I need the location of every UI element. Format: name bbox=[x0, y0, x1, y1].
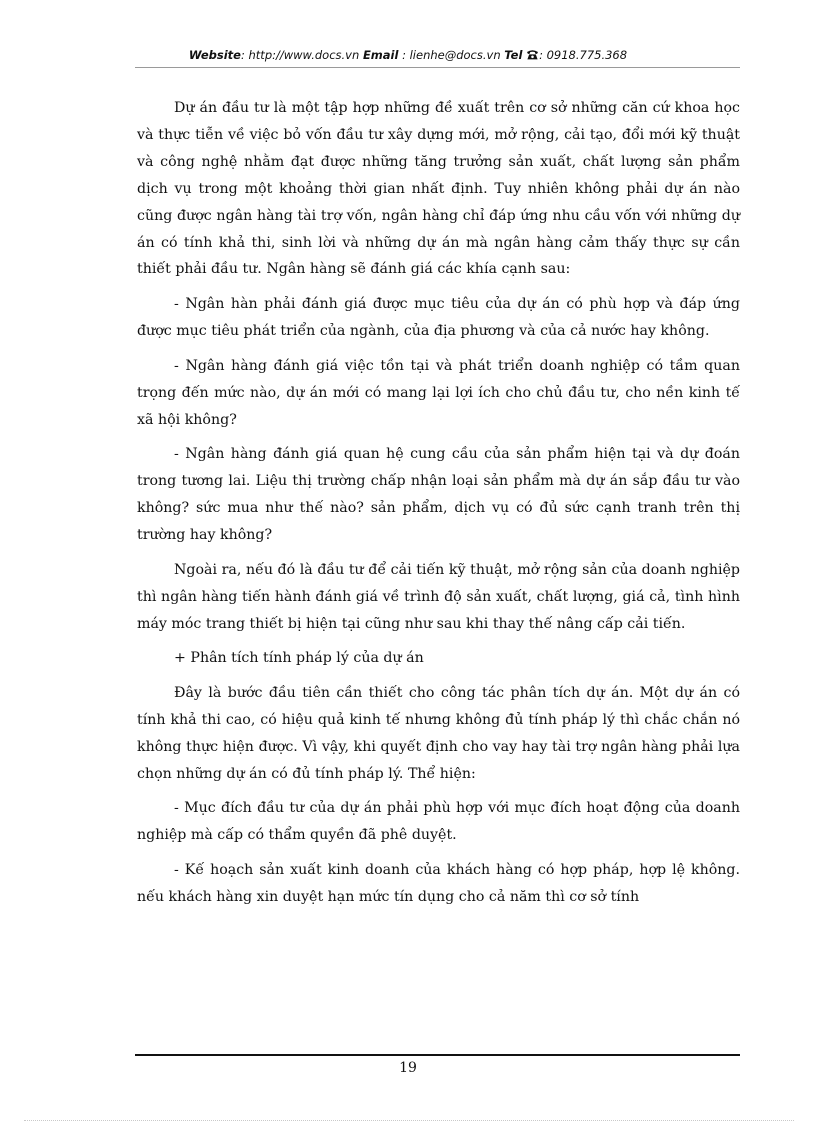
paragraph: - Kế hoạch sản xuất kinh doanh của khách hàng có hợp pháp, hợp lệ không. nếu khách hàng xin duyệt hạn mức tín dụng cho cả năm thì cơ sở tính bbox=[137, 861, 740, 905]
tel-value: : 0918.775.368 bbox=[539, 48, 628, 62]
page-boundary bbox=[24, 1120, 794, 1121]
section-heading: + Phân tích tính pháp lý của dự án bbox=[174, 650, 424, 667]
paragraph: - Mục đích đầu tư của dự án phải phù hợp với mục đích hoạt động của doanh nghiệp mà cấp có thẩm quyền đã phê duyệt. bbox=[137, 800, 740, 844]
paragraph: - Ngân hàn phải đánh giá được mục tiêu của dự án có phù hợp và đáp ứng được mục tiêu phát triển của ngành, của địa phương và của cả nước hay không. bbox=[137, 296, 740, 340]
paragraph: Ngoài ra, nếu đó là đầu tư để cải tiến kỹ thuật, mở rộng sản của doanh nghiệp thì ngân hàng tiến hành đánh giá về trình độ sản xuất, chất lượng, giá cả, tình hình máy móc trang thiết bị hiện tại cũng như sau khi thay thế nâng cấp cải tiến. bbox=[137, 561, 740, 632]
email-label: Email bbox=[362, 48, 399, 62]
footer-divider bbox=[135, 1054, 740, 1056]
tel-label: Tel bbox=[504, 48, 523, 62]
paragraph: - Ngân hàng đánh giá việc tồn tại và phát triển doanh nghiệp có tầm quan trọng đến mức nào, dự án mới có mang lại lợi ích cho chủ đầu tư, cho nền kinh tế xã hội không? bbox=[137, 357, 740, 428]
phone-icon bbox=[526, 49, 539, 60]
header-divider bbox=[135, 67, 740, 68]
website-label: Website bbox=[188, 48, 241, 62]
page-number: 19 bbox=[399, 1060, 417, 1076]
paragraph: - Ngân hàng đánh giá quan hệ cung cầu của sản phẩm hiện tại và dự đoán trong tương lai. Liệu thị trường chấp nhận loại sản phẩm mà dự án sắp đầu tư vào không? sức mua như thế nào? sản phẩm, dịch vụ có đủ sức cạnh tranh trên thị trường hay không? bbox=[137, 446, 740, 543]
page-header bbox=[0, 48, 816, 62]
paragraph: Dự án đầu tư là một tập hợp những đề xuất trên cơ sở những căn cứ khoa học và thực tiễn về việc bỏ vốn đầu tư xây dựng mới, mở rộng, cải tạo, đổi mới kỹ thuật và công nghệ nhằm đạt được những tăng trưởng sản xuất, chất lượng sản phẩm dịch vụ trong một khoảng thời gian nhất định. Tuy nhiên không phải dự án nào cũng được ngân hàng tài trợ vốn, ngân hàng chỉ đáp ứng nhu cầu vốn với những dự án có tính khả thi, sinh lời và những dự án mà ngân hàng cảm thấy thực sự cần thiết phải đầu tư. Ngân hàng sẽ đánh giá các khía cạnh sau: bbox=[137, 100, 740, 278]
paragraph: Đây là bước đầu tiên cần thiết cho công tác phân tích dự án. Một dự án có tính khả thi cao, có hiệu quả kinh tế nhưng không đủ tính pháp lý thì chắc chắn nó không thực hiện được. Vì vậy, khi quyết định cho vay hay tài trợ ngân hàng phải lựa chọn những dự án có đủ tính pháp lý. Thể hiện: bbox=[137, 684, 740, 782]
email-value: : lienhe@docs.vn bbox=[402, 48, 501, 62]
body-text bbox=[137, 95, 740, 919]
website-value: : http://www.docs.vn bbox=[240, 48, 360, 62]
